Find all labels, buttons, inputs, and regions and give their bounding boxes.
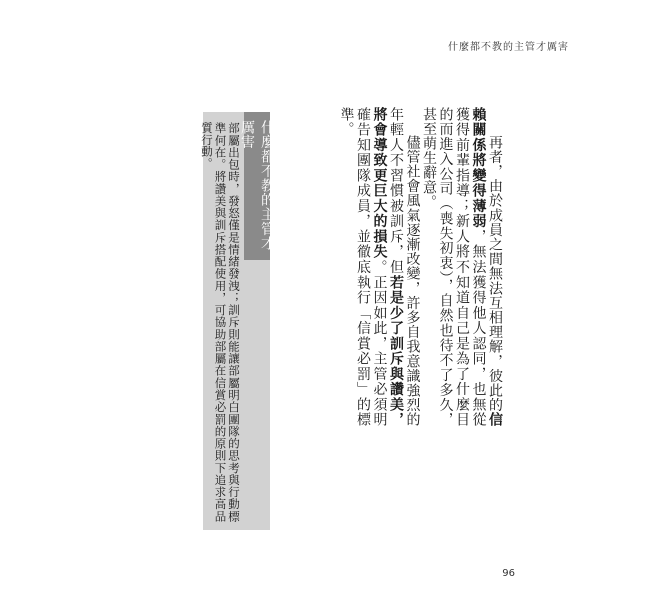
sidebar-title: 什麼都不教的主管才厲害 [244, 112, 270, 260]
paragraph-1-text-a: 再者，由於成員之間無法互相理解，彼此的 [487, 135, 503, 413]
paragraph-2-highlight: 若是少了訓斥與讚美，將會導致更巨大的損失 [371, 107, 404, 427]
paragraph-1-highlight: 信賴關係將變得薄弱 [470, 107, 503, 428]
body-text [303, 107, 503, 427]
paragraph-1 [421, 107, 504, 427]
paragraph-2 [338, 107, 421, 427]
sidebar-box [200, 112, 275, 530]
paragraph-2-text-b: 。正因如此，主管必須明確告知團隊成員，並徹底執行「信賞必罰」的標準。 [338, 107, 388, 427]
paragraph-1-text-b: ，無法獲得他人認同，也無從獲得前輩指導；新人將不知道自己是為了什麼目的而進入公司（喪失初衷），自然也待不了多久，甚至萌生辭意。 [421, 107, 487, 427]
page-number: 96 [502, 568, 515, 579]
sidebar-text: 部屬出包時，發怒僅是情緒發洩；訓斥則能讓部屬明白團隊的思考與行動標準何在。將讚美與訓斥搭配使用，可協助部屬在信賞必罰的原則下追求高品質行動。 [200, 122, 241, 522]
paragraph-2-text-a: 儘管社會風氣逐漸改變，許多自我意識強烈的年輕人不習慣被訓斥，但 [388, 107, 421, 427]
running-header: 什麼都不教的主管才厲害 [448, 42, 569, 53]
